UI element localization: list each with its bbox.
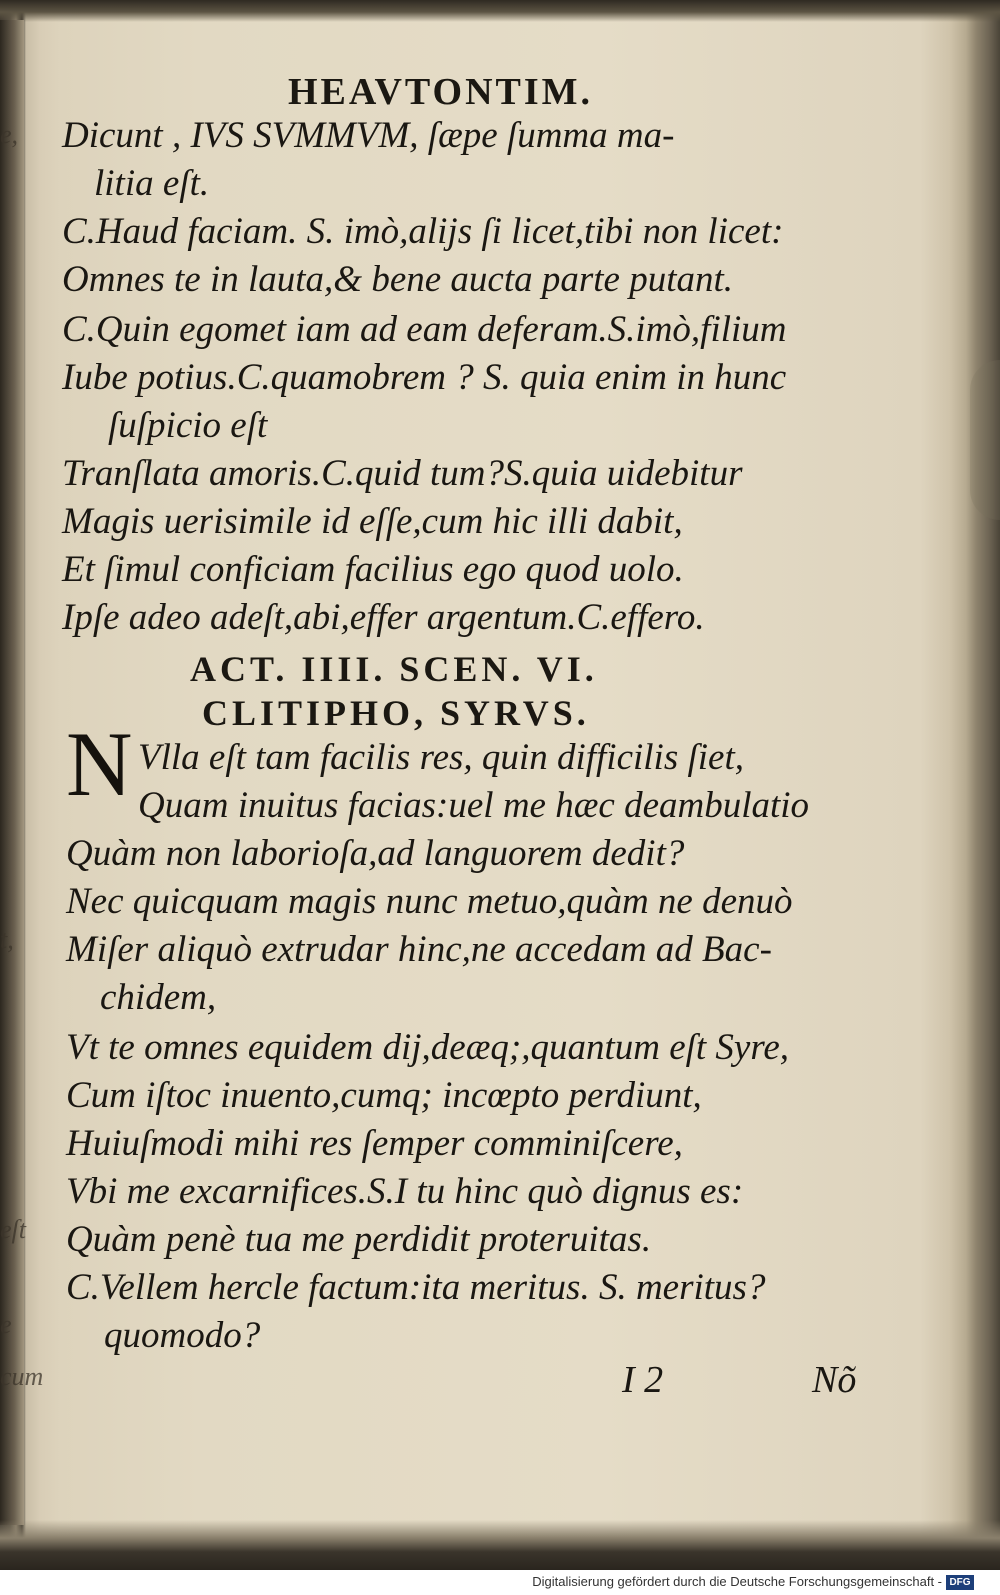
signature-mark: I 2 (622, 1359, 664, 1401)
funding-credit: Digitalisierung gefördert durch die Deutsche Forschungsgemeinschaft - (532, 1574, 942, 1589)
facing-page-fragment: e (0, 1310, 12, 1339)
credit-bar (0, 1570, 1000, 1595)
text-line: C.Haud faciam. S. imò,alijs ſi licet,tibi non licet: (62, 211, 784, 252)
text-line: Vlla eſt tam facilis res, quin difficilis ſiet, (138, 737, 745, 778)
page-stain (970, 360, 1000, 520)
text-line: Magis uerisimile id eſſe,cum hic illi dabit, (62, 501, 683, 542)
text-line: Et ſimul conficiam facilius ego quod uolo. (62, 549, 684, 590)
text-line: Tranſlata amoris.C.quid tum?S.quia uidebitur (62, 453, 743, 494)
facing-page-edge (0, 20, 24, 1525)
text-line: Miſer aliquò extrudar hinc,ne accedam ad Bac- (66, 929, 772, 970)
text-line: Omnes te in lauta,& bene aucta parte putant. (62, 259, 734, 300)
text-line: chidem, (100, 977, 217, 1018)
text-line: Dicunt , IVS SVMMVM, ſæpe ſumma ma- (62, 115, 675, 156)
text-line: C.Quin egomet iam ad eam deferam.S.imò,filium (62, 309, 787, 350)
scan-bottom-shadow (0, 1520, 1000, 1570)
dfg-logo: DFG (946, 1575, 974, 1590)
text-line: Quàm penè tua me perdidit proteruitas. (66, 1219, 652, 1260)
text-line: Cum iſtoc inuento,cumq; incœpto perdiunt, (66, 1075, 702, 1116)
scene-heading: ACT. IIII. SCEN. VI. (190, 649, 598, 689)
text-line: litia eſt. (94, 163, 210, 204)
running-head: HEAVTONTIM. (288, 71, 594, 113)
text-line: Ipſe adeo adeſt,abi,effer argentum.C.effero. (62, 597, 705, 638)
facing-page-fragment: t, (0, 925, 14, 954)
facing-page-fragment: eſt (0, 1215, 26, 1244)
facing-page-fragment: e, (0, 120, 19, 149)
text-line: Huiuſmodi mihi res ſemper comminiſcere, (66, 1123, 683, 1164)
text-line: Quam inuitus facias:uel me hæc deambulatio (138, 785, 810, 826)
text-line: Quàm non laborioſa,ad languorem dedit? (66, 833, 685, 874)
text-line: quomodo? (104, 1315, 261, 1356)
scene-heading: CLITIPHO, SYRVS. (202, 693, 590, 733)
text-line: Nec quicquam magis nunc metuo,quàm ne denuò (66, 881, 793, 922)
text-line: ſuſpicio eſt (108, 405, 268, 446)
facing-page-fragment: cum (0, 1362, 44, 1391)
text-line: C.Vellem hercle factum:ita meritus. S. meritus? (66, 1267, 766, 1308)
text-line: Vbi me excarnifices.S.I tu hinc quò dignus es: (66, 1171, 744, 1212)
text-line: Vt te omnes equidem dij,deæq;,quantum eſt Syre, (66, 1027, 790, 1068)
text-line: Iube potius.C.quamobrem ? S. quia enim in hunc (62, 357, 787, 398)
drop-cap-initial: N (66, 713, 133, 815)
catchword: Nõ (812, 1359, 857, 1401)
